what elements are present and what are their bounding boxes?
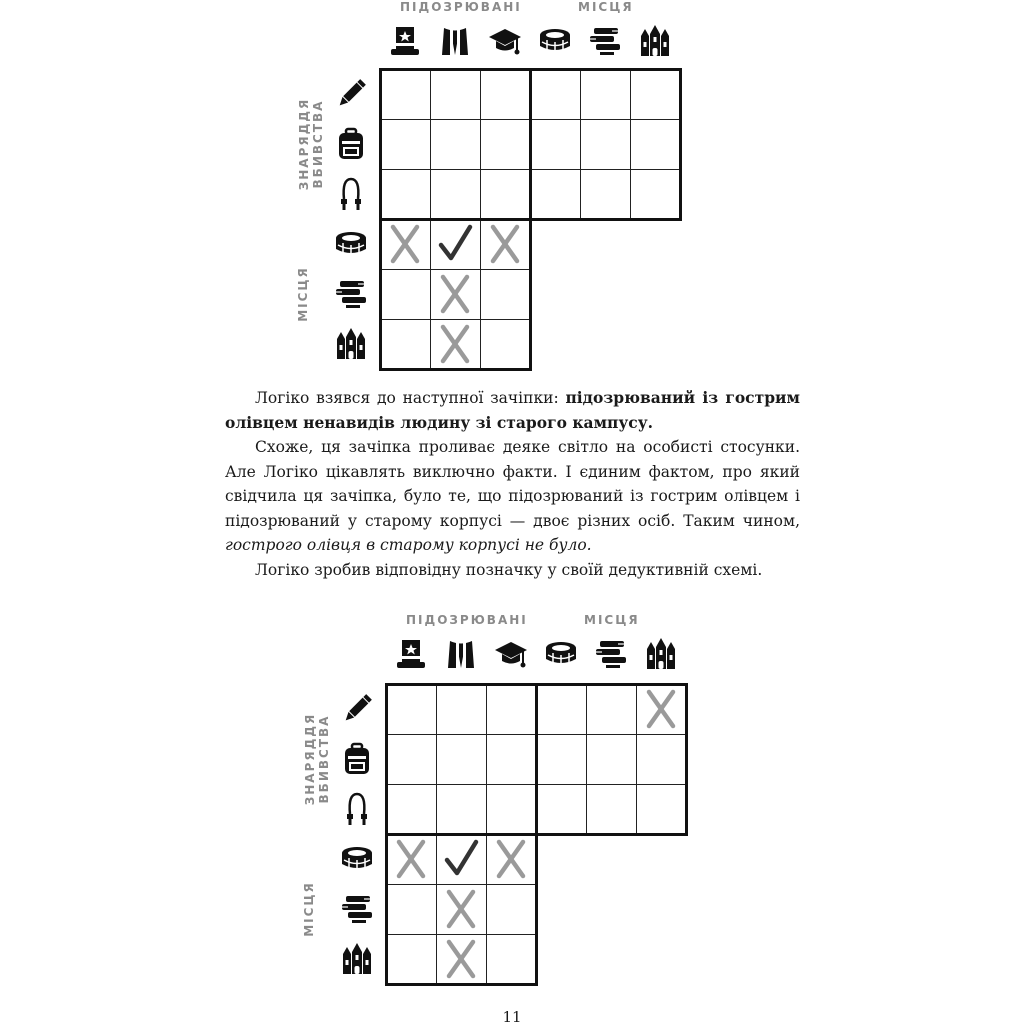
grid-cell[interactable]	[586, 684, 637, 735]
stadium-icon	[340, 842, 374, 876]
grid-cell[interactable]	[580, 119, 631, 170]
x-mark	[480, 219, 530, 269]
grid-cell[interactable]	[536, 734, 587, 785]
church-icon	[340, 942, 374, 976]
header-suspects: ПІДОЗРЮВАНІ	[406, 613, 528, 627]
grid-cell[interactable]	[436, 784, 487, 835]
grid-cell[interactable]	[480, 319, 531, 370]
grid-cell[interactable]	[530, 119, 581, 170]
grid-cell[interactable]	[636, 734, 687, 785]
grid-cell[interactable]	[380, 169, 431, 220]
x-mark	[436, 934, 486, 984]
stadium-icon	[334, 227, 368, 261]
grid-cell[interactable]	[530, 169, 581, 220]
grid-cell[interactable]	[380, 319, 431, 370]
x-mark	[386, 834, 436, 884]
grid-cell[interactable]	[380, 119, 431, 170]
top-hat-icon	[388, 24, 422, 58]
header-places: МІСЦЯ	[584, 613, 640, 627]
paragraph-clue: Логіко взявся до наступної зачіпки: підозрюваний із гострим олівцем ненавидів людину зі старого кампусу.	[225, 388, 800, 432]
x-mark	[636, 684, 686, 734]
graduation-cap-icon	[488, 24, 522, 58]
grid-cell[interactable]	[580, 69, 631, 120]
grid-cell[interactable]	[586, 734, 637, 785]
backpack-icon	[340, 742, 374, 776]
grid-cell[interactable]	[436, 734, 487, 785]
header-suspects: ПІДОЗРЮВАНІ	[400, 0, 522, 14]
grid-cell[interactable]	[630, 69, 681, 120]
graduation-cap-icon	[494, 637, 528, 671]
jump-rope-icon	[334, 177, 368, 211]
church-icon	[334, 327, 368, 361]
grid-cell[interactable]	[430, 69, 481, 120]
x-mark	[380, 219, 430, 269]
check-mark	[436, 834, 486, 884]
books-icon	[334, 277, 368, 311]
grid-cell[interactable]	[386, 884, 437, 935]
x-mark	[486, 834, 536, 884]
label-weapons: ЗНАРЯДДЯ ВБИВСТВА	[297, 97, 325, 191]
stadium-icon	[544, 637, 578, 671]
paragraph-conclusion: Логіко зробив відповідну позначку у своїй дедуктивній схемі.	[255, 560, 763, 579]
grid-cell[interactable]	[480, 169, 531, 220]
grid-cell[interactable]	[486, 784, 537, 835]
grid-cell[interactable]	[536, 684, 587, 735]
body-text	[225, 386, 800, 582]
top-hat-icon	[394, 637, 428, 671]
grid-cell[interactable]	[486, 734, 537, 785]
grid-cell[interactable]	[430, 119, 481, 170]
church-icon	[638, 24, 672, 58]
grid-cell[interactable]	[486, 884, 537, 935]
label-weapons: ЗНАРЯДДЯ ВБИВСТВА	[303, 712, 331, 806]
grid-cell[interactable]	[386, 784, 437, 835]
header-places: МІСЦЯ	[578, 0, 634, 14]
x-mark	[436, 884, 486, 934]
robe-icon	[444, 637, 478, 671]
books-icon	[340, 892, 374, 926]
grid-cell[interactable]	[486, 934, 537, 985]
grid-cell[interactable]	[386, 684, 437, 735]
grid-cell[interactable]	[380, 69, 431, 120]
grid-cell[interactable]	[386, 934, 437, 985]
paragraph-analysis: Схоже, ця зачіпка проливає деяке світло на особисті стосунки. Але Логіко цікавлять виключно факти. І єдиним фактом, про який свідчила ця зачіпка, було те, що підозрюваний із гострим олівцем і підозрюваний у старому корпусі — двоє різних осіб. Таким чином, гострого олівця в старому корпусі не було.	[225, 438, 800, 554]
label-places: МІСЦЯ	[296, 266, 310, 322]
jump-rope-icon	[340, 792, 374, 826]
backpack-icon	[334, 127, 368, 161]
grid-cell[interactable]	[586, 784, 637, 835]
grid-cell[interactable]	[380, 269, 431, 320]
grid-cell[interactable]	[486, 684, 537, 735]
x-mark	[430, 319, 480, 369]
books-icon	[594, 637, 628, 671]
grid-cell[interactable]	[580, 169, 631, 220]
label-places: МІСЦЯ	[302, 881, 316, 937]
x-mark	[430, 269, 480, 319]
pencil-icon	[340, 692, 374, 726]
church-icon	[644, 637, 678, 671]
robe-icon	[438, 24, 472, 58]
grid-cell[interactable]	[436, 684, 487, 735]
pencil-icon	[334, 77, 368, 111]
grid-cell[interactable]	[536, 784, 587, 835]
stadium-icon	[538, 24, 572, 58]
books-icon	[588, 24, 622, 58]
grid-cell[interactable]	[530, 69, 581, 120]
grid-cell[interactable]	[386, 734, 437, 785]
grid-cell[interactable]	[480, 119, 531, 170]
grid-cell[interactable]	[630, 119, 681, 170]
grid-cell[interactable]	[430, 169, 481, 220]
check-mark	[430, 219, 480, 269]
grid-cell[interactable]	[480, 269, 531, 320]
grid-cell[interactable]	[630, 169, 681, 220]
grid-cell[interactable]	[480, 69, 531, 120]
grid-cell[interactable]	[636, 784, 687, 835]
page-number: 11	[502, 1008, 522, 1026]
